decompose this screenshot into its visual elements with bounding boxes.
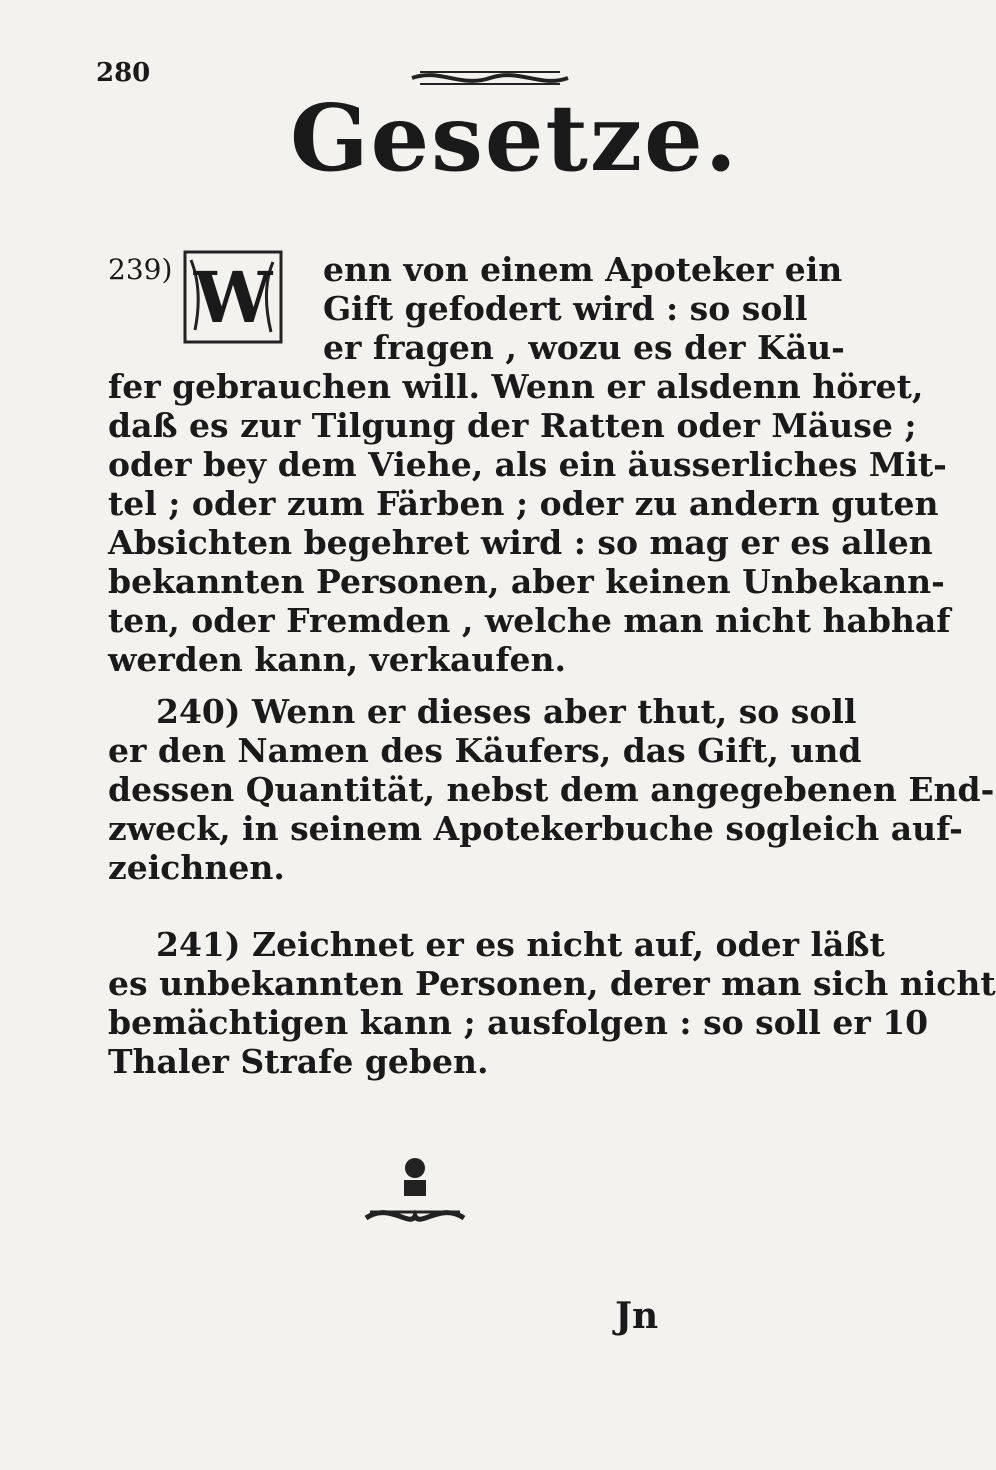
paragraph-241: [108, 925, 996, 1081]
text-line: werden kann, verkaufen.: [108, 640, 567, 679]
text-line: Gift gefodert wird : so soll: [323, 289, 808, 328]
text-line: tel ; oder zum Färben ; oder zu andern guten: [108, 484, 939, 523]
text-line: fer gebrauchen will. Wenn er alsdenn höret,: [108, 367, 924, 406]
text-line: bemächtigen kann ; ausfolgen : so soll er 10: [108, 1003, 929, 1042]
text-line: oder bey dem Viehe, als ein äusserliches Mit-: [108, 445, 947, 484]
bottom-ornament: [360, 1150, 470, 1240]
text-line: er den Namen des Käufers, das Gift, und: [108, 731, 862, 770]
catchword: Jn: [615, 1295, 659, 1337]
text-line: Absichten begehret wird : so mag er es allen: [108, 523, 933, 562]
paragraph-240: [108, 692, 995, 887]
paragraph-number: 239): [108, 253, 173, 286]
text-line: ten, oder Fremden , welche man nicht habhaf: [108, 601, 951, 640]
dropcap-ornament: [183, 250, 283, 344]
text-line: zeichnen.: [108, 848, 285, 887]
text-line: er fragen , wozu es der Käu-: [323, 328, 845, 367]
text-line: daß es zur Tilgung der Ratten oder Mäuse ;: [108, 406, 917, 445]
text-line: zweck, in seinem Apotekerbuche sogleich auf-: [108, 809, 963, 848]
text-line: 241) Zeichnet er es nicht auf, oder läßt: [156, 925, 885, 964]
paragraph-239: [108, 250, 951, 679]
text-line: dessen Quantität, nebst dem angegebenen End-: [108, 770, 995, 809]
dropcap-letter: W: [193, 256, 273, 339]
text-line: 240) Wenn er dieses aber thut, so soll: [156, 692, 857, 731]
text-line: enn von einem Apoteker ein: [323, 250, 843, 289]
text-line: Thaler Strafe geben.: [108, 1042, 489, 1081]
text-line: es unbekannten Personen, derer man sich nicht: [108, 964, 996, 1003]
text-line: bekannten Personen, aber keinen Unbekann-: [108, 562, 945, 601]
page-number: 280: [96, 58, 151, 88]
page-title: Gesetze.: [290, 84, 739, 192]
